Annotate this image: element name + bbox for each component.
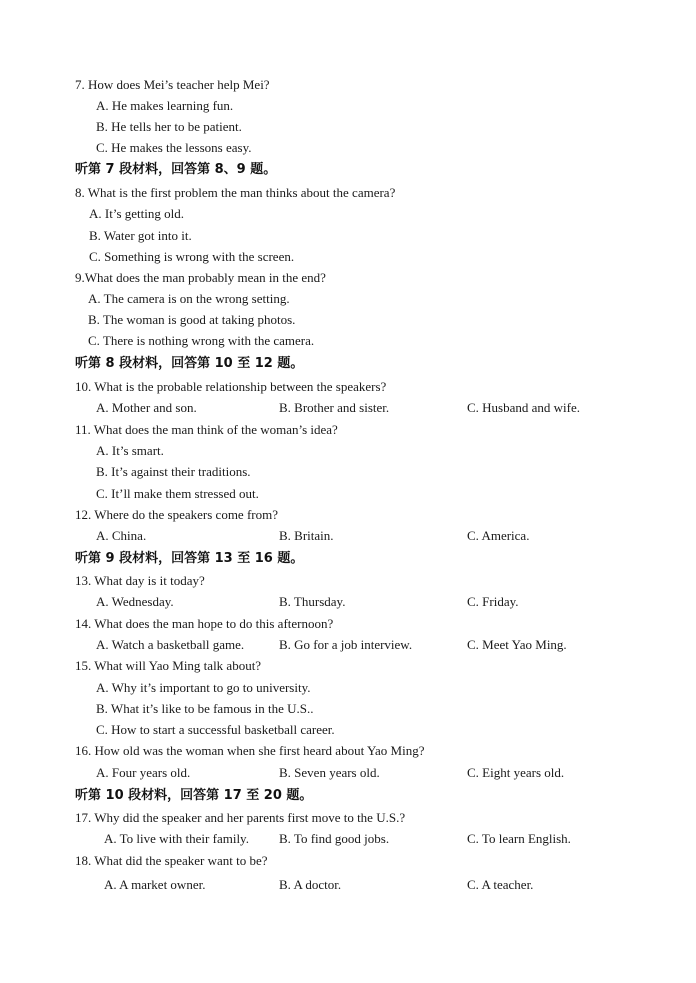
- question-7-option-b: B. He tells her to be patient.: [96, 119, 242, 134]
- question-18-option-a: A. A market owner.: [104, 877, 206, 892]
- question-9-stem: 9.What does the man probably mean in the end?: [75, 270, 326, 285]
- section-heading-8: 听第 8 段材料，回答第 10 至 12 题。: [75, 356, 304, 371]
- section-heading-7: 听第 7 段材料，回答第 8、9 题。: [75, 162, 277, 177]
- question-18-option-b: B. A doctor.: [279, 877, 342, 892]
- question-12-stem: 12. Where do the speakers come from?: [75, 507, 278, 522]
- question-10-option-a: A. Mother and son.: [96, 400, 197, 415]
- question-17-option-b: B. To find good jobs.: [279, 831, 390, 846]
- question-12-option-a: A. China.: [96, 528, 147, 543]
- question-15-option-a: A. Why it’s important to go to university.: [96, 680, 311, 695]
- question-13-option-a: A. Wednesday.: [96, 594, 174, 609]
- question-15-option-b: B. What it’s like to be famous in the U.S..: [96, 701, 314, 716]
- question-11-option-a: A. It’s smart.: [96, 443, 164, 458]
- question-16-option-b: B. Seven years old.: [279, 765, 380, 780]
- question-13-option-b: B. Thursday.: [279, 594, 346, 609]
- question-9-option-c: C. There is nothing wrong with the camera.: [88, 333, 315, 348]
- section-heading-10: 听第 10 段材料，回答第 17 至 20 题。: [75, 788, 313, 803]
- question-18-option-c: C. A teacher.: [467, 877, 534, 892]
- question-12-option-c: C. America.: [467, 528, 530, 543]
- question-14-stem: 14. What does the man hope to do this afternoon?: [75, 616, 334, 631]
- question-7-option-c: C. He makes the lessons easy.: [96, 140, 252, 155]
- question-14-option-a: A. Watch a basketball game.: [96, 637, 245, 652]
- question-15-option-c: C. How to start a successful basketball career.: [96, 722, 335, 737]
- question-12-option-b: B. Britain.: [279, 528, 334, 543]
- question-16-option-a: A. Four years old.: [96, 765, 191, 780]
- question-8-option-c: C. Something is wrong with the screen.: [89, 249, 295, 264]
- question-10-option-b: B. Brother and sister.: [279, 400, 390, 415]
- question-10-option-c: C. Husband and wife.: [467, 400, 581, 415]
- question-14-option-c: C. Meet Yao Ming.: [467, 637, 567, 652]
- question-15-stem: 15. What will Yao Ming talk about?: [75, 658, 262, 673]
- question-7-stem: 7. How does Mei’s teacher help Mei?: [75, 77, 270, 92]
- question-8-option-a: A. It’s getting old.: [89, 206, 184, 221]
- question-17-option-c: C. To learn English.: [467, 831, 571, 846]
- question-8-option-b: B. Water got into it.: [89, 228, 192, 243]
- question-10-stem: 10. What is the probable relationship between the speakers?: [75, 379, 387, 394]
- question-11-stem: 11. What does the man think of the woman’s idea?: [75, 422, 338, 437]
- question-16-stem: 16. How old was the woman when she first heard about Yao Ming?: [75, 743, 425, 758]
- question-18-stem: 18. What did the speaker want to be?: [75, 853, 268, 868]
- question-9-option-a: A. The camera is on the wrong setting.: [88, 291, 290, 306]
- question-17-stem: 17. Why did the speaker and her parents first move to the U.S.?: [75, 810, 406, 825]
- question-11-option-c: C. It’ll make them stressed out.: [96, 486, 259, 501]
- question-7-option-a: A. He makes learning fun.: [96, 98, 234, 113]
- section-heading-9: 听第 9 段材料，回答第 13 至 16 题。: [75, 551, 304, 566]
- question-13-stem: 13. What day is it today?: [75, 573, 205, 588]
- question-11-option-b: B. It’s against their traditions.: [96, 464, 251, 479]
- question-13-option-c: C. Friday.: [467, 594, 519, 609]
- question-8-stem: 8. What is the first problem the man thinks about the camera?: [75, 185, 396, 200]
- question-16-option-c: C. Eight years old.: [467, 765, 565, 780]
- question-9-option-b: B. The woman is good at taking photos.: [88, 312, 296, 327]
- question-14-option-b: B. Go for a job interview.: [279, 637, 413, 652]
- question-17-option-a: A. To live with their family.: [104, 831, 249, 846]
